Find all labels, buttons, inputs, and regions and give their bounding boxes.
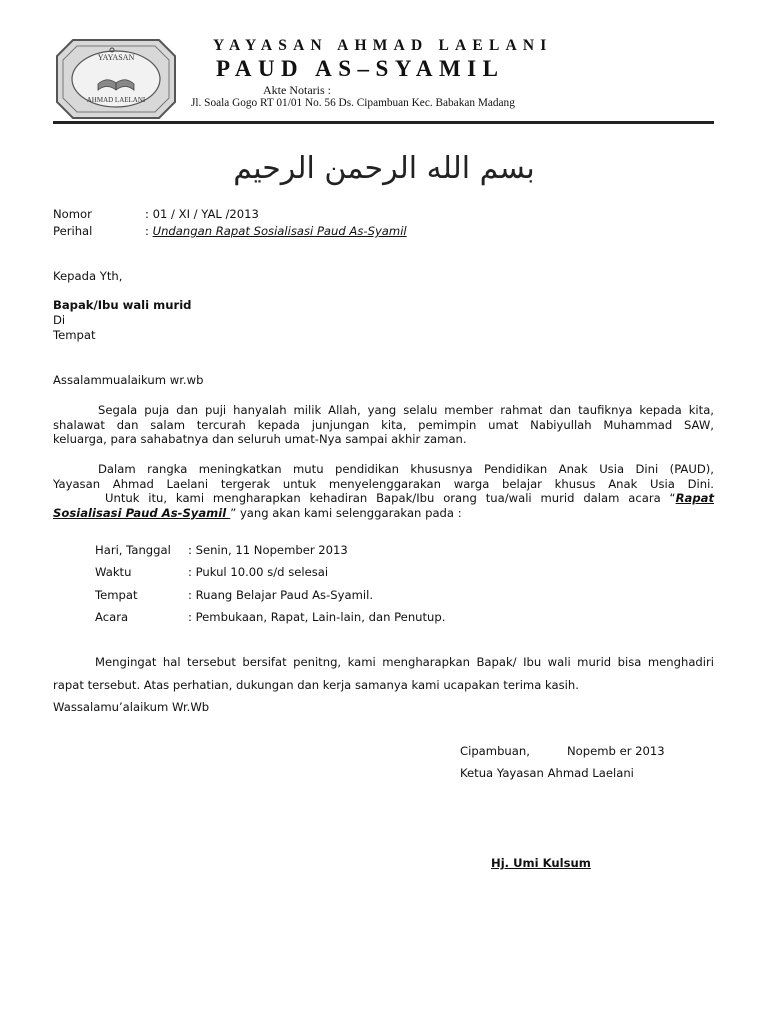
signature-title: Ketua Yayasan Ahmad Laelani (460, 766, 634, 780)
recipient-name: Bapak/Ibu wali murid (53, 298, 192, 312)
foundation-logo (55, 38, 177, 120)
perihal-colon: : (145, 224, 153, 238)
nomor-value: : 01 / XI / YAL /2013 (145, 207, 259, 221)
logo-top-text: YAYASAN (97, 53, 135, 62)
recipient-di: Di (53, 313, 66, 327)
schedule-time-label: Waktu (95, 565, 132, 579)
event-name-part-2: Sosialisasi Paud As-Syamil (53, 506, 231, 520)
foundation-address: Jl. Soala Gogo RT 01/01 No. 56 Ds. Cipambuan Kec. Babakan Madang (191, 97, 515, 109)
header-divider (53, 121, 714, 124)
nomor-label: Nomor (53, 207, 92, 221)
paragraph-2-line-3: Untuk itu, kami mengharapkan kehadiran Bapak/Ibu orang tua/wali murid dalam acara “ (105, 491, 676, 505)
bismillah-calligraphy (233, 142, 535, 190)
paragraph-1-line-1: Segala puja dan puji hanyalah milik Allah, yang selalu member rahmat dan taufiknya kepada kita, (98, 403, 714, 417)
signature-date: Nopemb er 2013 (567, 744, 665, 758)
schedule-place-label: Tempat (95, 588, 138, 602)
salam-opening: Assalammualaikum wr.wb (53, 373, 204, 387)
recipient-place: Tempat (53, 328, 96, 342)
bismillah-text: بسم الله الرحمن الرحيم (233, 151, 535, 186)
paragraph-2-line-1: Dalam rangka meningkatkan mutu pendidikan khususnya Pendidikan Anak Usia Dini (PAUD), (98, 462, 714, 476)
schedule-agenda-value: : Pembukaan, Rapat, Lain-lain, dan Penutup. (188, 610, 446, 624)
event-name-part-1: Rapat (675, 491, 714, 505)
paragraph-1-line-3: keluarga, para sahabatnya dan seluruh umat-Nya sampai akhir zaman. (53, 432, 467, 446)
signatory-name: Hj. Umi Kulsum (491, 856, 591, 870)
closing-line-1: Mengingat hal tersebut bersifat penitng, kami mengharapkan Bapak/ Ibu wali murid bisa menghadiri (95, 655, 714, 669)
closing-line-2: rapat tersebut. Atas perhatian, dukungan dan kerja samanya kami ucapakan terima kasih. (53, 678, 579, 692)
schedule-time-value: : Pukul 10.00 s/d selesai (188, 565, 329, 579)
perihal-label: Perihal (53, 224, 93, 238)
greeting: Kepada Yth, (53, 269, 123, 283)
schedule-day-value: : Senin, 11 Nopember 2013 (188, 543, 348, 557)
salam-closing: Wassalamu’alaikum Wr.Wb (53, 700, 210, 714)
foundation-name: YAYASAN AHMAD LAELANI (213, 37, 553, 54)
school-name: PAUD AS–SYAMIL (216, 56, 505, 81)
paragraph-1-line-2: shalawat dan salam tercurah kepada junjungan kita, pemimpin umat Nabiyullah Muhammad SAW, (53, 418, 714, 432)
perihal-value: Undangan Rapat Sosialisasi Paud As-Syamil (152, 224, 407, 238)
schedule-agenda-label: Acara (95, 610, 129, 624)
notary-label: Akte Notaris : (263, 83, 331, 97)
paragraph-2-line-4: ” yang akan kami selenggarakan pada : (230, 506, 462, 520)
logo-bottom-text: AHMAD LAELANI (86, 96, 146, 104)
schedule-day-label: Hari, Tanggal (95, 543, 171, 557)
signature-place: Cipambuan, (460, 744, 530, 758)
paragraph-2-line-2: Yayasan Ahmad Laelani tergerak untuk menyelenggarakan warga belajar khusus Anak Usia Dini. (53, 477, 714, 491)
schedule-place-value: : Ruang Belajar Paud As-Syamil. (188, 588, 374, 602)
